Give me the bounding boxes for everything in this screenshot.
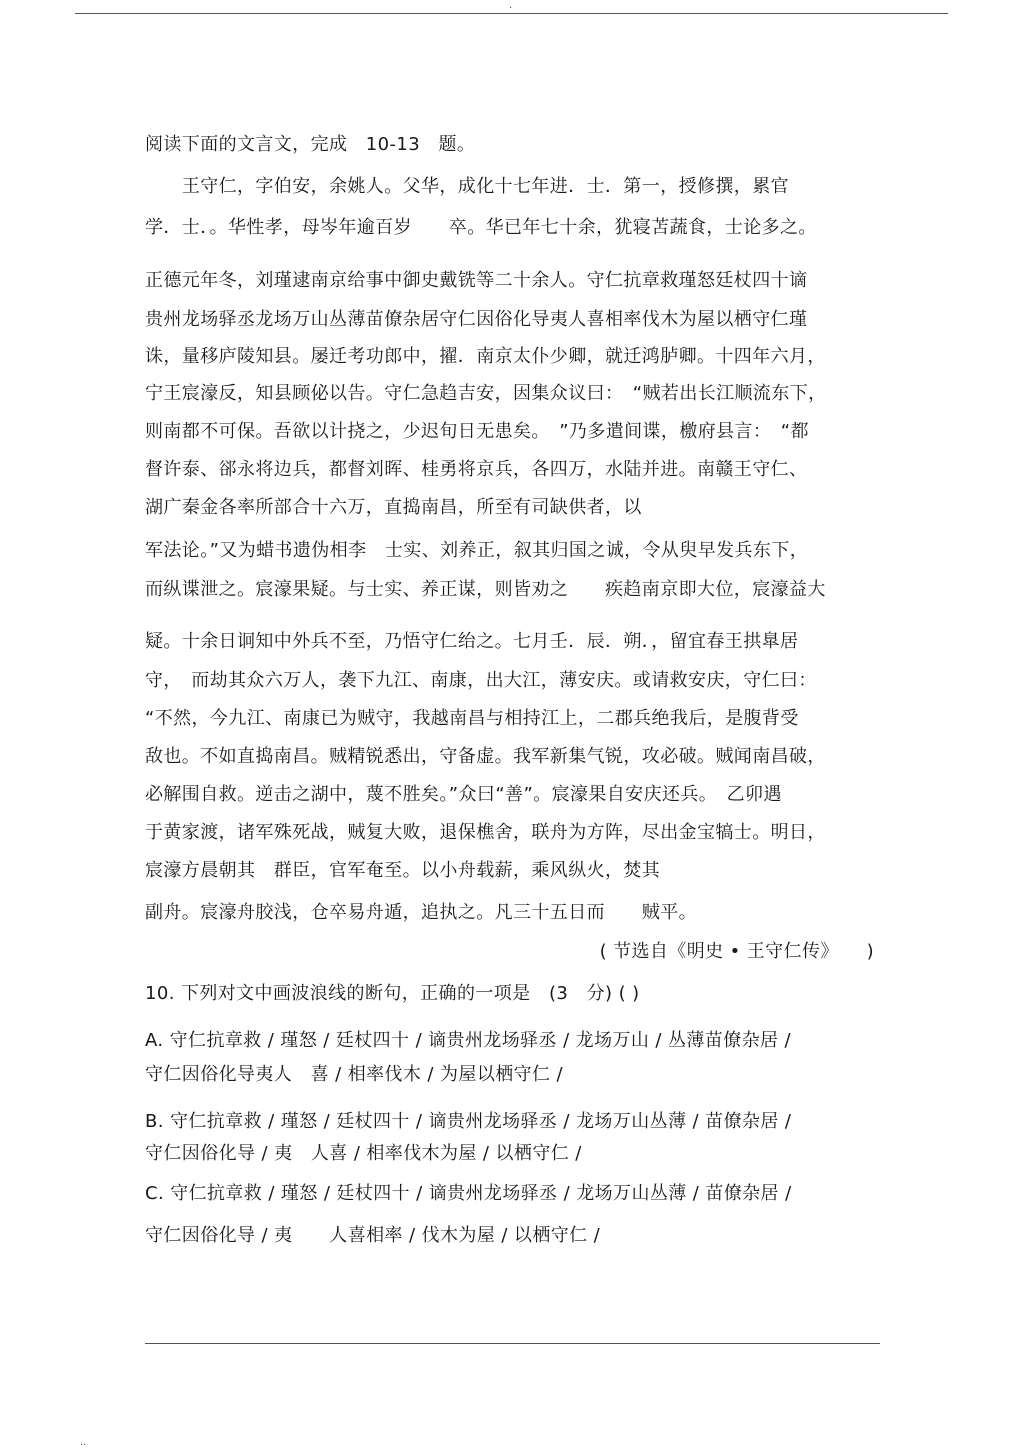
passage-line: 疑。十余日诇知中外兵不至，乃悟守仁绐之。七月壬．辰．朔．，留宜春王拱臯居 — [145, 631, 799, 652]
passage-line: 守， 而劫其众六万人，袭下九江、南康，出大江，薄安庆。或请救安庆，守仁曰： — [145, 670, 817, 691]
passage-line: 而纵谍泄之。宸濠果疑。与士实、养正谋，则皆劝之 疾趋南京即大位，宸濠益大 — [145, 579, 826, 600]
passage-line: 宸濠方晨朝其 群臣，官军奄至。以小舟载薪，乘风纵火，焚其 — [145, 860, 661, 881]
passage-line: 于黄家渡，诸军殊死战，贼复大败，退保樵舍，联舟为方阵，尽出金宝犒士。明日， — [145, 822, 826, 843]
passage-line: “不然，今九江、南康已为贼守，我越南昌与相持江上，二郡兵绝我后，是腹背受 — [145, 708, 799, 729]
passage-line: 军法论。”又为蜡书遗伪相李 士实、刘养正，叙其归国之诚，令从臾早发兵东下， — [145, 540, 809, 561]
passage-line: 王守仁，字伯安，余姚人。父华，成化十七年进．士．第一，授修撰，累官 — [145, 176, 789, 197]
passage-line: 正德元年冬，刘瑾逮南京给事中御史戴铣等二十余人。守仁抗章救瑾怒廷杖四十谪 — [145, 270, 808, 291]
passage-line: 必解围自救。逆击之湖中，蔑不胜矣。”众曰“善”。宸濠果自安庆还兵。 乙卯遇 — [145, 784, 782, 805]
passage-line: 宁王宸濠反，知县顾佖以告。守仁急趋吉安，因集众议曰： “贼若出长江顺流东下， — [145, 383, 827, 404]
header-rule — [75, 13, 948, 14]
option-b-line-2: 守仁因俗化导 / 夷 人喜 / 相率伐木为屋 / 以栖守仁 / — [145, 1143, 582, 1164]
passage-line: 副舟。宸濠舟胶浅，仓卒易舟遁，追执之。凡三十五日而 贼平。 — [145, 902, 697, 923]
footer-rule — [145, 1343, 880, 1344]
reading-instruction: 阅读下面的文言文，完成 10-13 题。 — [145, 134, 476, 155]
footer-mark: .. — [80, 1437, 87, 1448]
option-a-line-1: A. 守仁抗章救 / 瑾怒 / 廷杖四十 / 谪贵州龙场驿丞 / 龙场万山 / 丛薄苗僚杂居 / — [145, 1030, 791, 1051]
passage-line: 则南都不可保。吾欲以计挠之，少迟旬日无患矣。 ”乃多遣间谍，檄府县言： “都 — [145, 421, 809, 442]
source-citation: ( 节选自《明史 • 王守仁传》 ) — [599, 941, 874, 962]
passage-line: 学．士．。华性孝，母岑年逾百岁 卒。华已年七十余，犹寝苫蔬食，士论多之。 — [145, 217, 817, 238]
passage-line: 督许泰、郤永将边兵，都督刘晖、桂勇将京兵，各四万，水陆并进。南赣王守仁、 — [145, 459, 808, 480]
option-b-line-1: B. 守仁抗章救 / 瑾怒 / 廷杖四十 / 谪贵州龙场驿丞 / 龙场万山丛薄 / 苗僚杂居 / — [145, 1111, 792, 1132]
passage-line: 贵州龙场驿丞龙场万山丛薄苗僚杂居守仁因俗化导夷人喜相率伐木为屋以栖守仁瑾 — [145, 309, 808, 330]
passage-line: 诛，量移庐陵知县。屡迁考功郎中，擢．南京太仆少卿，就迁鸿胪卿。十四年六月， — [145, 346, 826, 367]
passage-line: 湖广秦金各率所部合十六万，直捣南昌，所至有司缺供者，以 — [145, 497, 642, 518]
header-dot: . — [509, 0, 513, 11]
passage-line: 敌也。不如直捣南昌。贼精锐悉出，守备虚。我军新集气锐，攻必破。贼闻南昌破， — [145, 746, 826, 767]
option-c-line-1: C. 守仁抗章救 / 瑾怒 / 廷杖四十 / 谪贵州龙场驿丞 / 龙场万山丛薄 / 苗僚杂居 / — [145, 1183, 792, 1204]
option-c-line-2: 守仁因俗化导 / 夷 人喜相率 / 伐木为屋 / 以栖守仁 / — [145, 1225, 601, 1246]
option-a-line-2: 守仁因俗化导夷人 喜 / 相率伐木 / 为屋以栖守仁 / — [145, 1064, 563, 1085]
question-10: 10. 下列对文中画波浪线的断句，正确的一项是 (3 分) ( ) — [145, 983, 640, 1004]
